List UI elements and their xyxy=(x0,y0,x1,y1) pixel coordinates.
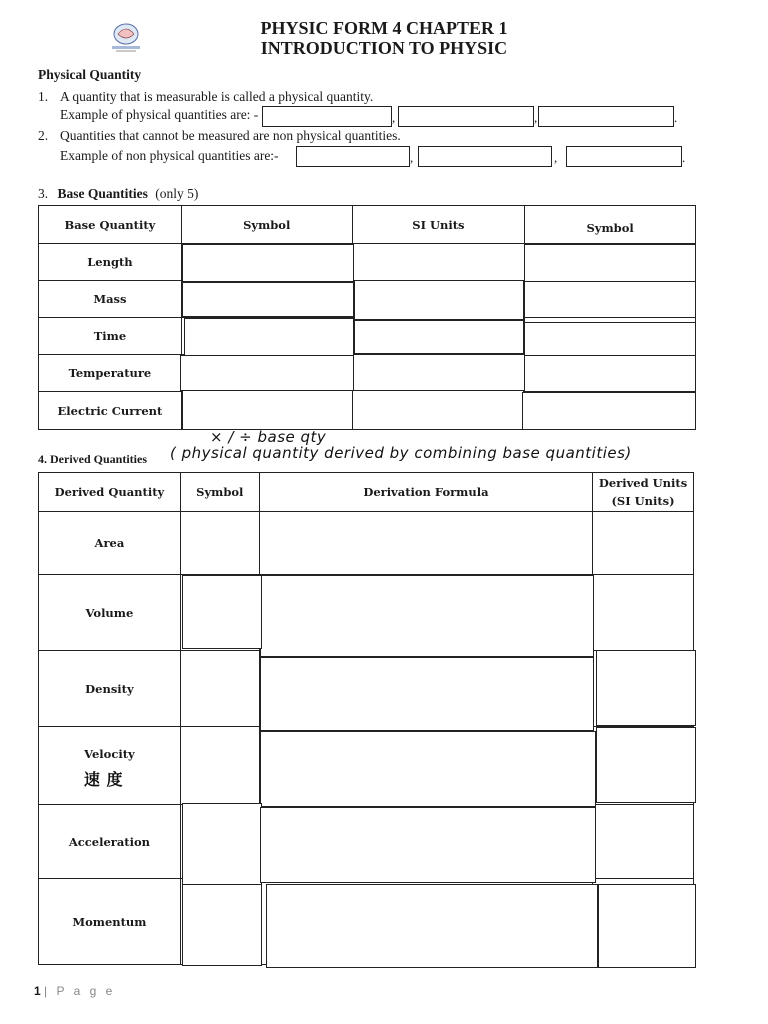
page-label: | P a g e xyxy=(44,984,116,998)
answer-box[interactable] xyxy=(524,244,696,282)
item1-example-label: Example of physical quantities are: - xyxy=(60,107,259,122)
handwritten-chinese-velocity: 速 度 xyxy=(83,770,123,789)
si-unit-cell[interactable] xyxy=(352,244,525,281)
answer-box[interactable] xyxy=(354,280,524,320)
comma-separator: , xyxy=(534,110,538,125)
item1-text: A quantity that is measurable is called a physical quantity. xyxy=(60,89,374,104)
answer-box[interactable] xyxy=(260,657,594,731)
answer-box[interactable] xyxy=(596,650,696,726)
page-title: PHYSIC FORM 4 CHAPTER 1 xyxy=(260,18,508,38)
row-label: Electric Current xyxy=(39,392,182,430)
column-header xyxy=(593,473,694,512)
row-label: Density xyxy=(39,651,181,727)
answer-box[interactable] xyxy=(180,355,354,391)
physical-quantity-heading: Physical Quantity xyxy=(38,67,142,82)
physical-example-field-3[interactable] xyxy=(538,106,674,127)
derived-quantities-heading: 4. Derived Quantities xyxy=(38,452,147,466)
answer-box[interactable] xyxy=(182,390,354,430)
period-separator: . xyxy=(674,110,678,125)
unit-cell[interactable] xyxy=(593,805,694,879)
column-header: SI Units xyxy=(352,206,525,244)
answer-box[interactable] xyxy=(266,884,598,968)
row-label: Momentum xyxy=(39,879,181,965)
answer-box[interactable] xyxy=(260,807,596,883)
answer-box[interactable] xyxy=(260,575,594,657)
comma-separator: , xyxy=(554,150,558,165)
table-header-row xyxy=(39,206,696,244)
answer-box[interactable] xyxy=(524,322,696,356)
row-label: Area xyxy=(39,512,181,575)
non-physical-example-field-1[interactable] xyxy=(296,146,410,167)
item2-number: 2. xyxy=(38,128,49,143)
item2-example-label: Example of non physical quantities are:- xyxy=(60,148,279,163)
row-label: Acceleration xyxy=(39,805,181,879)
non-physical-example-field-2[interactable] xyxy=(418,146,552,167)
row-label: Temperature xyxy=(39,355,182,392)
answer-box[interactable] xyxy=(260,731,596,807)
answer-box[interactable] xyxy=(598,884,696,968)
column-header: Symbol xyxy=(181,206,352,244)
handwritten-definition: ( physical quantity derived by combining base quantities) xyxy=(170,444,632,462)
column-header: Symbol xyxy=(525,206,696,244)
comma-separator: , xyxy=(392,110,396,125)
header-line-1: Derived Units xyxy=(598,476,688,490)
symbol-cell[interactable] xyxy=(180,651,259,727)
section-number: 3. xyxy=(38,186,49,201)
item1-number: 1. xyxy=(38,89,49,104)
unit-cell[interactable] xyxy=(593,575,694,651)
row-label: Length xyxy=(39,244,182,281)
row-label: Time xyxy=(39,318,182,355)
header-line-2: (SI Units) xyxy=(611,494,675,508)
table-row xyxy=(39,512,694,575)
answer-box[interactable] xyxy=(182,803,262,885)
base-quantities-heading xyxy=(38,186,198,202)
page-footer xyxy=(34,984,115,998)
table-header-row xyxy=(39,473,694,512)
physical-example-field-2[interactable] xyxy=(398,106,534,127)
answer-box[interactable] xyxy=(182,244,354,282)
physical-example-field-1[interactable] xyxy=(262,106,392,127)
unit-symbol-cell[interactable] xyxy=(525,281,696,318)
section-title: Base Quantities xyxy=(57,186,148,201)
period-separator: . xyxy=(682,150,686,165)
answer-box[interactable] xyxy=(596,727,696,803)
formula-cell[interactable] xyxy=(259,512,592,575)
answer-box[interactable] xyxy=(352,390,524,430)
column-header: Symbol xyxy=(180,473,259,512)
comma-separator: , xyxy=(410,150,414,165)
section-note: (only 5) xyxy=(155,186,199,201)
row-label-text: Velocity xyxy=(84,747,135,761)
table-row xyxy=(39,355,696,392)
item2-text: Quantities that cannot be measured are non physical quantities. xyxy=(60,128,401,143)
page-number: 1 xyxy=(34,984,41,998)
answer-box[interactable] xyxy=(182,282,354,317)
answer-box[interactable] xyxy=(354,320,524,354)
symbol-cell[interactable] xyxy=(180,727,259,805)
page-subtitle: INTRODUCTION TO PHYSIC xyxy=(260,38,508,58)
non-physical-example-field-3[interactable] xyxy=(566,146,682,167)
unit-symbol-cell[interactable] xyxy=(525,355,696,392)
column-header: Base Quantity xyxy=(39,206,182,244)
row-label: Volume xyxy=(39,575,181,651)
answer-box[interactable] xyxy=(184,318,354,356)
column-header: Derivation Formula xyxy=(259,473,592,512)
answer-box[interactable] xyxy=(182,884,262,966)
row-label xyxy=(39,727,181,805)
row-label: Mass xyxy=(39,281,182,318)
si-unit-cell[interactable] xyxy=(352,355,525,392)
answer-box[interactable] xyxy=(522,392,696,430)
symbol-cell[interactable] xyxy=(180,512,259,575)
answer-box[interactable] xyxy=(182,575,262,649)
unit-cell[interactable] xyxy=(593,512,694,575)
handwritten-operations: × / ÷ base qty xyxy=(210,428,327,446)
column-header: Derived Quantity xyxy=(39,473,181,512)
